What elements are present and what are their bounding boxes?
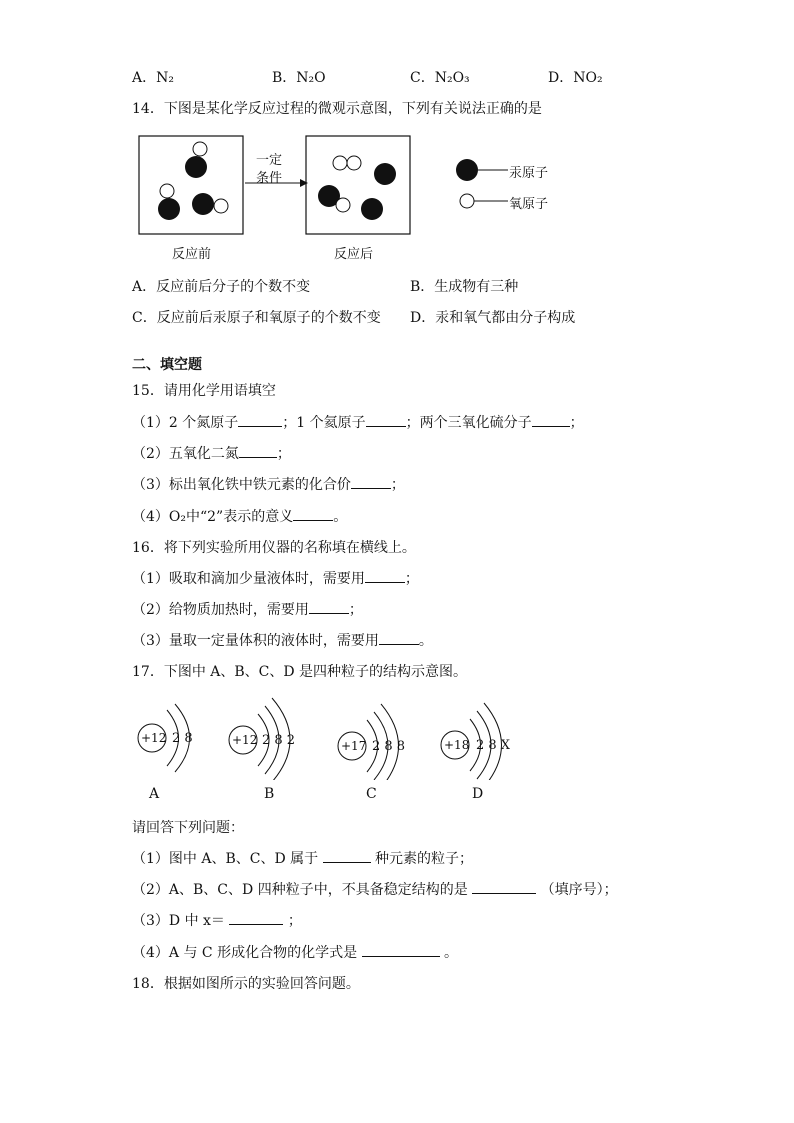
- before-box: [139, 136, 243, 234]
- after-label: 反应后: [334, 247, 374, 262]
- q14-option-d: D．汞和氧气都由分子构成: [410, 310, 576, 326]
- hg-atom: [374, 163, 396, 185]
- before-label: 反应前: [172, 247, 212, 262]
- answer-blank[interactable]: [366, 412, 406, 427]
- atom-c-nucleus: +17: [341, 739, 367, 753]
- answer-blank[interactable]: [229, 910, 283, 925]
- q14-option-b: B．生成物有三种: [410, 279, 519, 295]
- q16-stem: 16．将下列实验所用仪器的名称填在横线上。: [132, 540, 416, 556]
- q13-option-a: A．N₂: [132, 70, 174, 86]
- legend-hg-icon: [456, 159, 478, 181]
- atom-d-nucleus: +18: [444, 738, 470, 752]
- section-title: 二、填空题: [132, 357, 202, 373]
- q14-stem: 14．下图是某化学反应过程的微观示意图，下列有关说法正确的是: [132, 101, 542, 117]
- q17-line-1: （1）图中 A、B、C、D 属于 种元素的粒子；: [132, 848, 473, 868]
- legend-o-icon: [460, 194, 474, 208]
- hg-atom: [158, 198, 180, 220]
- after-box: [306, 136, 410, 234]
- atom-a-label: A: [149, 786, 160, 802]
- answer-blank[interactable]: [365, 568, 405, 583]
- q17-prompt: 请回答下列问题：: [132, 820, 244, 836]
- o-atom: [347, 156, 361, 170]
- answer-blank[interactable]: [239, 443, 277, 458]
- answer-blank[interactable]: [323, 848, 371, 863]
- answer-blank[interactable]: [293, 506, 333, 521]
- q14-option-a: A．反应前后分子的个数不变: [132, 279, 311, 295]
- answer-blank[interactable]: [309, 599, 349, 614]
- q15-line-2: （2）五氧化二氮 ；: [132, 443, 291, 463]
- o-atom: [193, 142, 207, 156]
- answer-blank[interactable]: [472, 879, 536, 894]
- q15-line-4: （4）O₂中“2”表示的意义 。: [132, 506, 347, 526]
- legend-o-label: 氧原子: [509, 197, 549, 212]
- o-atom: [160, 184, 174, 198]
- atom-a-electrons: 2 8: [172, 731, 193, 746]
- q16-line-2: （2）给物质加热时，需要用 ；: [132, 599, 363, 619]
- atom-d-electrons: 2 8 X: [476, 738, 511, 753]
- q18-stem: 18．根据如图所示的实验回答问题。: [132, 976, 360, 992]
- atom-b-label: B: [264, 786, 275, 802]
- answer-blank[interactable]: [532, 412, 570, 427]
- q13-option-c: C．N₂O₃: [410, 70, 470, 86]
- q15-stem: 15．请用化学用语填空: [132, 383, 276, 399]
- atom-c-electrons: 2 8 8: [372, 739, 406, 754]
- answer-blank[interactable]: [238, 412, 282, 427]
- q15-line-1: （1）2 个氮原子 ；1 个氦原子 ；两个三氧化硫分子 ；: [132, 412, 584, 432]
- o-atom: [333, 156, 347, 170]
- q17-line-2: （2）A、B、C、D 四种粒子中，不具备稳定结构的是 （填序号）；: [132, 879, 618, 899]
- q17-line-3: （3）D 中 x＝ ；: [132, 910, 302, 930]
- arrow-label-top: 一定: [256, 153, 283, 168]
- atom-b-electrons: 2 8 2: [262, 733, 296, 748]
- atom-a-nucleus: +12: [141, 731, 167, 745]
- answer-blank[interactable]: [351, 474, 391, 489]
- o-atom: [214, 199, 228, 213]
- atom-c-label: C: [366, 786, 377, 802]
- atom-d-label: D: [472, 786, 484, 802]
- q16-line-1: （1）吸取和滴加少量液体时，需要用 ；: [132, 568, 419, 588]
- arrow-head: [300, 179, 308, 187]
- q17-stem: 17．下图中 A、B、C、D 是四种粒子的结构示意图。: [132, 664, 468, 680]
- o-atom: [336, 198, 350, 212]
- q15-line-3: （3）标出氧化铁中铁元素的化合价 ；: [132, 474, 405, 494]
- answer-blank[interactable]: [362, 942, 440, 957]
- q13-option-d: D．NO₂: [548, 70, 603, 86]
- hg-atom: [185, 156, 207, 178]
- arrow-label-bottom: 条件: [256, 171, 283, 186]
- answer-blank[interactable]: [379, 630, 419, 645]
- q16-line-3: （3）量取一定量体积的液体时，需要用 。: [132, 630, 433, 650]
- q13-option-b: B．N₂O: [272, 70, 326, 86]
- atom-b-nucleus: +12: [232, 733, 258, 747]
- q14-option-c: C．反应前后汞原子和氧原子的个数不变: [132, 310, 381, 326]
- legend-hg-label: 汞原子: [509, 166, 549, 181]
- hg-atom: [192, 193, 214, 215]
- hg-atom: [361, 198, 383, 220]
- q17-line-4: （4）A 与 C 形成化合物的化学式是 。: [132, 942, 458, 962]
